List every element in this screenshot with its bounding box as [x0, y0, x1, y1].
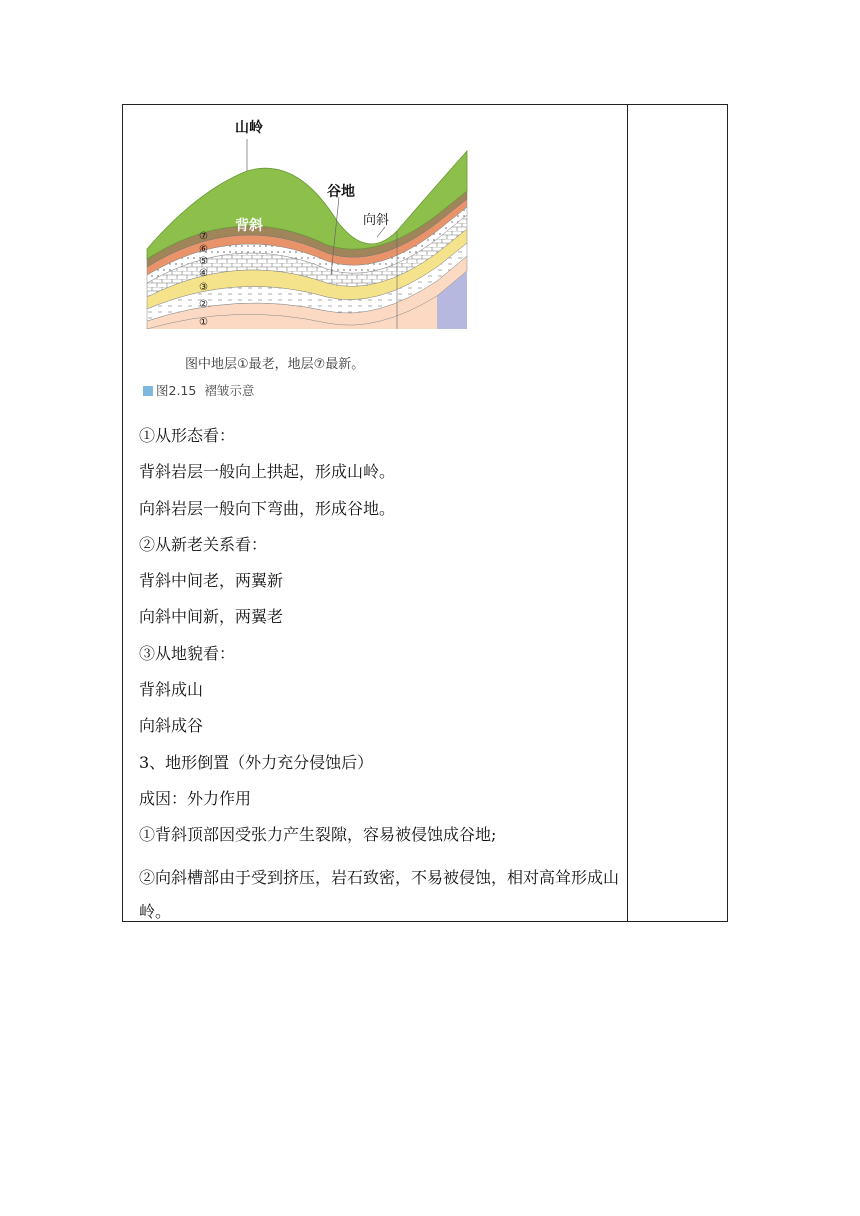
figure-marker-icon	[143, 386, 153, 396]
text-line: 背斜岩层一般向上拱起，形成山岭。	[139, 462, 396, 482]
fold-illustration	[137, 111, 477, 341]
label-syncline: 向斜	[363, 213, 390, 228]
text-line: ③从地貌看：	[139, 643, 236, 663]
fold-diagram	[137, 111, 617, 401]
layer-number: ③	[199, 282, 208, 293]
label-anticline: 背斜	[235, 218, 263, 234]
figure-caption: 图中地层①最老，地层⑦最新。	[185, 357, 365, 372]
text-line: 向斜中间新，两翼老	[139, 607, 284, 627]
layer-number: ①	[199, 317, 208, 328]
text-block	[139, 425, 631, 929]
label-ridge: 山岭	[235, 120, 263, 136]
text-line: 背斜成山	[139, 680, 204, 700]
layer-number: ②	[199, 299, 208, 310]
layer-number: ④	[199, 268, 208, 279]
figure-label	[143, 381, 254, 399]
page-table	[122, 104, 728, 922]
layer-number: ⑥	[199, 244, 208, 255]
text-line: 成因：外力作用	[139, 788, 252, 808]
text-line: 3、地形倒置（外力充分侵蚀后）	[139, 752, 374, 772]
label-valley: 谷地	[327, 184, 355, 200]
text-line: ②向斜槽部由于受到挤压，岩石致密，不易被侵蚀，相对高耸形成山岭。	[139, 867, 620, 921]
layer-number: ⑦	[199, 231, 208, 242]
text-line: ②从新老关系看：	[139, 534, 268, 554]
text-line: 向斜岩层一般向下弯曲，形成谷地。	[139, 498, 396, 518]
text-line: ①从形态看：	[139, 426, 236, 445]
text-line: 向斜成谷	[139, 716, 204, 736]
text-line: 背斜中间老，两翼新	[139, 571, 284, 591]
figure-title: 褶皱示意	[204, 383, 255, 398]
text-line: ①背斜顶部因受张力产生裂隙，容易被侵蚀成谷地;	[139, 825, 497, 845]
figure-number: 图2.15	[156, 383, 197, 398]
layer-number: ⑤	[199, 256, 208, 267]
